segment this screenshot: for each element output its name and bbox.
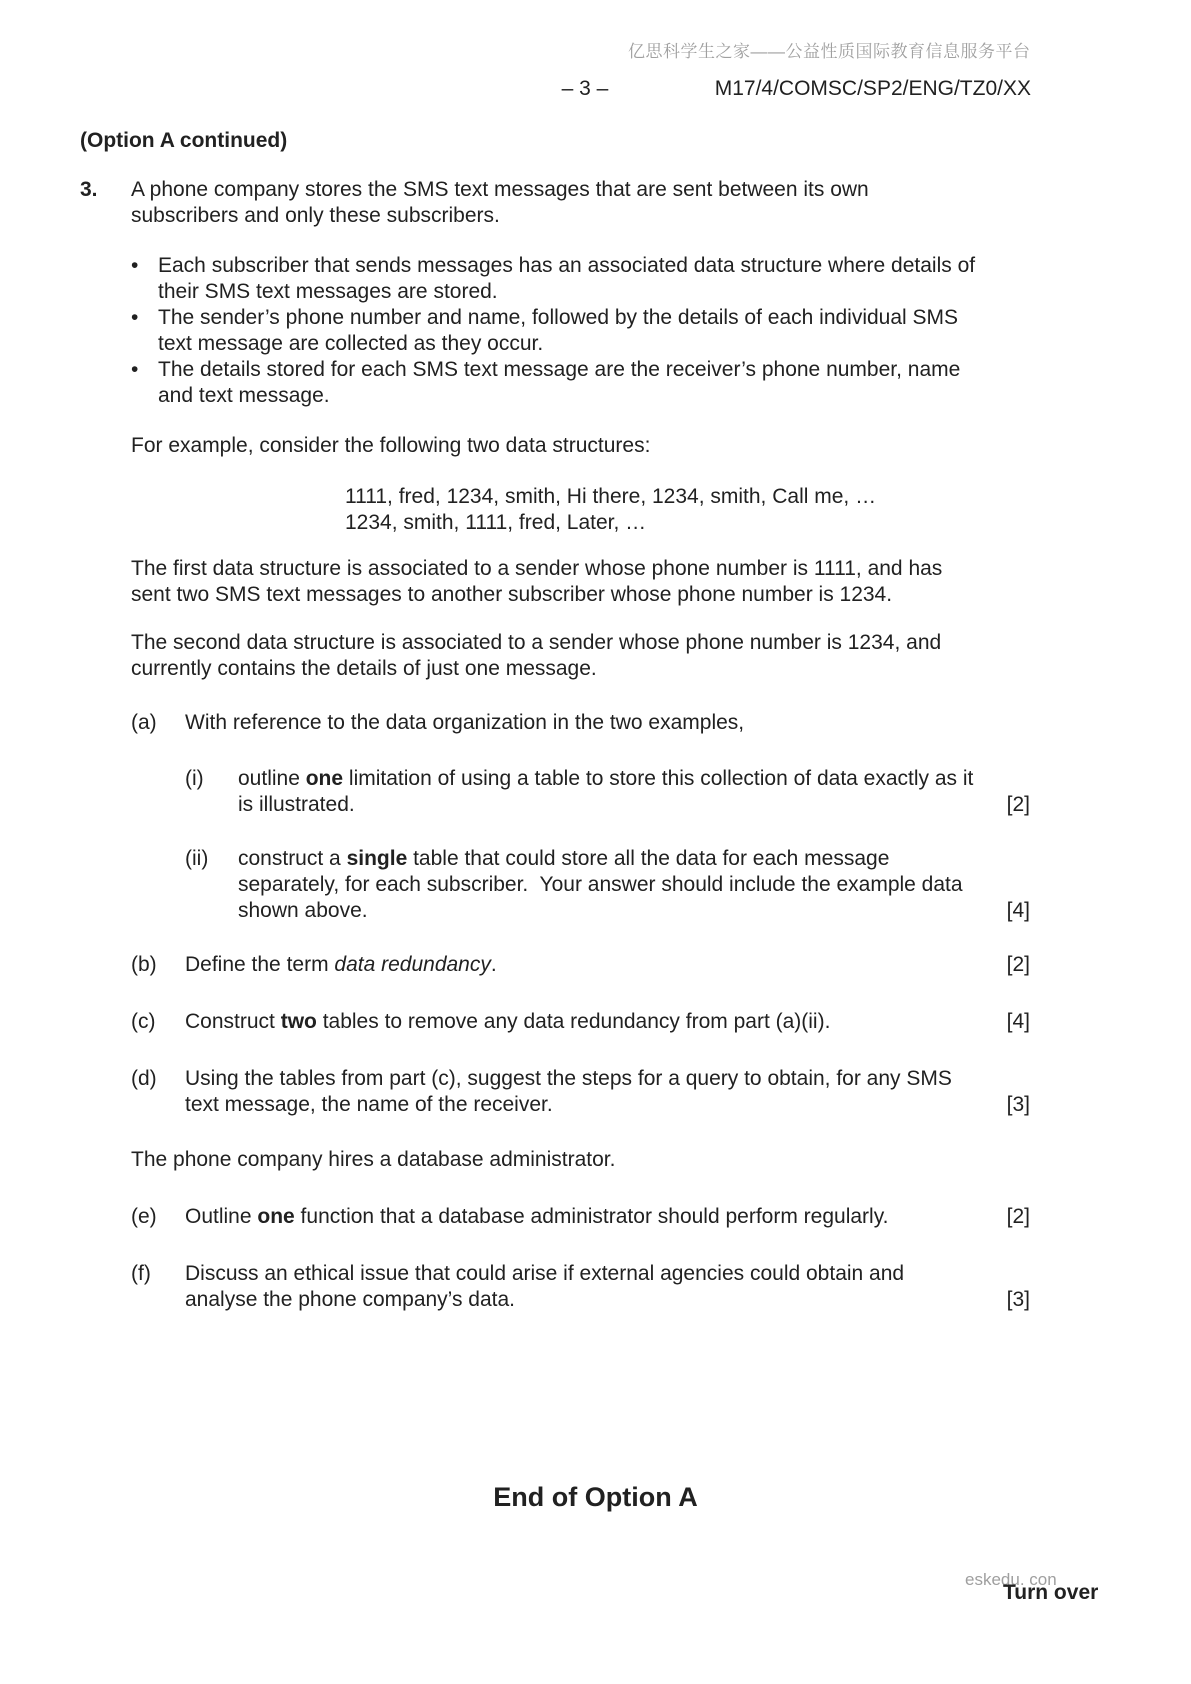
question-part-c	[131, 1009, 1030, 1035]
question-part-d	[131, 1066, 1030, 1118]
header-watermark: 亿思科学生之家——公益性质国际教育信息服务平台	[628, 42, 1031, 61]
subpart-text: outline one limitation of using a table to store this collection of data exactly as it is illustrated.	[238, 767, 980, 816]
marks-badge: [4]	[1006, 1010, 1030, 1033]
page-number: – 3 –	[561, 77, 609, 100]
section-label: (Option A continued)	[80, 129, 288, 152]
marks-badge: [3]	[1006, 1093, 1030, 1116]
marks-badge: [2]	[1006, 1205, 1030, 1228]
part-label: (e)	[131, 1205, 157, 1228]
subpart-text: construct a single table that could store all the data for each message separately, for each subscriber. Your answer should include the example data shown above.	[238, 847, 969, 922]
example-data	[345, 484, 1035, 536]
part-text: Outline one function that a database administrator should perform regularly.	[185, 1205, 889, 1228]
part-text: Construct two tables to remove any data redundancy from part (a)(ii).	[185, 1010, 831, 1033]
question-part-a-ii	[185, 846, 1030, 924]
question-part-e	[131, 1204, 1030, 1230]
subpart-label: (i)	[185, 767, 204, 790]
question-part-a-i	[185, 766, 1030, 818]
question-part-a	[131, 710, 1030, 736]
part-text: Using the tables from part (c), suggest the steps for a query to obtain, for any SMS text message, the name of the receiver.	[185, 1067, 958, 1116]
turn-over-label: Turn over	[1003, 1581, 1099, 1604]
part-label: (f)	[131, 1262, 151, 1285]
part-label: (a)	[131, 711, 157, 734]
example-intro: For example, consider the following two data structures:	[131, 434, 651, 457]
bullet-text: The details stored for each SMS text message are the receiver’s phone number, name and text message.	[158, 358, 967, 407]
list-item	[131, 305, 1035, 357]
paragraph-interlude: The phone company hires a database administrator.	[131, 1148, 616, 1171]
marks-badge: [4]	[1006, 899, 1030, 922]
part-text: Discuss an ethical issue that could arise if external agencies could obtain and analyse the phone company’s data.	[185, 1262, 910, 1311]
bullet-text: The sender’s phone number and name, followed by the details of each individual SMS text message are collected as they occur.	[158, 306, 964, 355]
bullet-icon: •	[131, 306, 139, 329]
question-3	[80, 177, 1035, 229]
bullet-icon: •	[131, 254, 139, 277]
marks-badge: [3]	[1006, 1288, 1030, 1311]
bullet-list	[131, 253, 1035, 409]
bullet-text: Each subscriber that sends messages has an associated data structure where details of their SMS text messages are stored.	[158, 254, 981, 303]
example-line-2: 1234, smith, 1111, fred, Later, …	[345, 511, 647, 534]
part-text: With reference to the data organization in the two examples,	[185, 711, 745, 734]
part-label: (b)	[131, 953, 157, 976]
question-number: 3.	[80, 178, 98, 201]
part-label: (c)	[131, 1010, 156, 1033]
end-of-option-label: End of Option A	[493, 1482, 698, 1512]
marks-badge: [2]	[1006, 793, 1030, 816]
list-item	[131, 357, 1035, 409]
subpart-label: (ii)	[185, 847, 209, 870]
marks-badge: [2]	[1006, 953, 1030, 976]
question-part-f	[131, 1261, 1030, 1313]
bullet-icon: •	[131, 358, 139, 381]
question-part-b	[131, 952, 1030, 978]
paragraph-first-structure: The first data structure is associated to a sender whose phone number is 1111, and has sent two SMS text messages to another subscriber whose phone number is 1234.	[131, 557, 949, 606]
list-item	[131, 253, 1035, 305]
footer-watermark: eskedu. con	[965, 1570, 1057, 1589]
question-intro: A phone company stores the SMS text messages that are sent between its own subscribers and only these subscribers.	[131, 178, 875, 227]
paragraph-second-structure: The second data structure is associated to a sender whose phone number is 1234, and currently contains the details of just one message.	[131, 631, 948, 680]
example-line-1: 1111, fred, 1234, smith, Hi there, 1234, smith, Call me, …	[345, 485, 877, 508]
question-content	[80, 128, 1035, 1341]
part-text: Define the term data redundancy.	[185, 953, 497, 976]
part-label: (d)	[131, 1067, 157, 1090]
paper-code: M17/4/COMSC/SP2/ENG/TZ0/XX	[714, 77, 1031, 100]
